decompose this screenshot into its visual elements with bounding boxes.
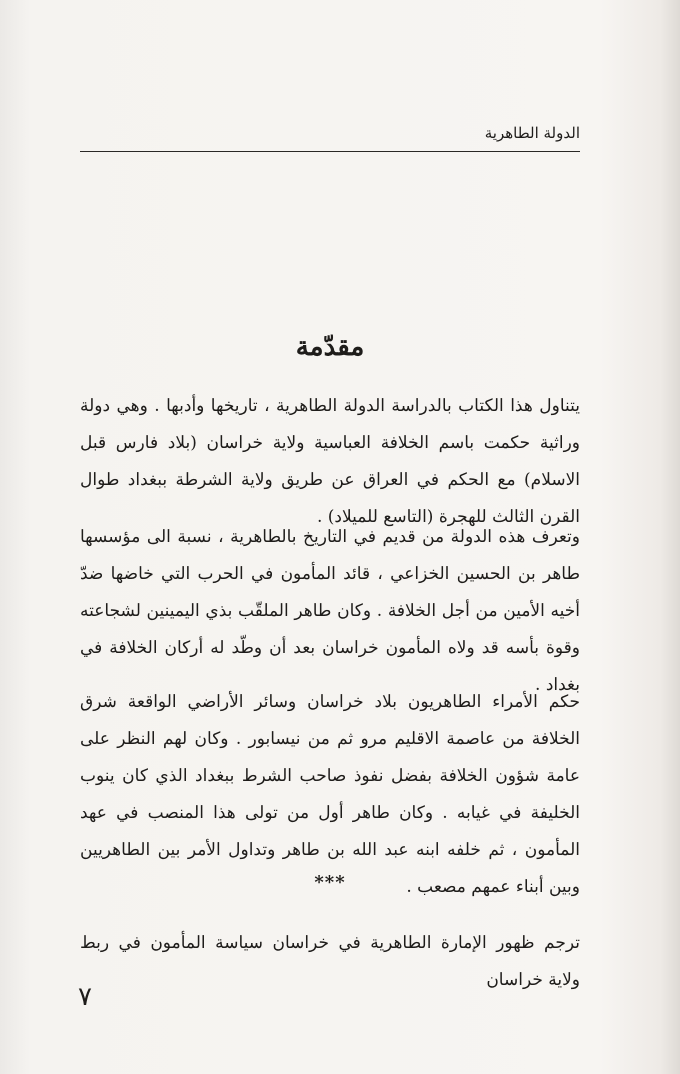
paragraph-4 xyxy=(80,925,580,999)
paragraph-1-text: يتناول هذا الكتاب بالدراسة الدولة الطاهرية ، تاريخها وأدبها . وهي دولة وراثية حكمت باسم الخلافة العباسية ولاية خراسان (بلاد فارس قبل الاسلام) مع الحكم في العراق عن طريق ولاية الشرطة ببغداد طوال القرن الثالث للهجرة (التاسع للميلاد) . xyxy=(80,396,580,527)
chapter-title: مقدّمة xyxy=(295,332,365,362)
page-number: ٧ xyxy=(78,982,92,1012)
paragraph-3-text: حكم الأمراء الطاهريون بلاد خراسان وسائر الأراضي الواقعة شرق الخلافة من عاصمة الاقليم مرو ثم من نيسابور . وكان لهم النظر على عامة شؤون الخلافة بفضل نفوذ صاحب الشرط ببغداد الذي كان ينوب الخليفة في غيابه . وكان طاهر أول من تولى هذا المنصب في عهد المأمون ، ثم خلفه ابنه عبد الله بن طاهر وتداول الأمر بين الطاهريين وبين أبناء عمهم مصعب . xyxy=(80,692,580,897)
running-header-title: الدولة الطاهرية xyxy=(484,124,580,142)
paragraph-2-text: وتعرف هذه الدولة من قديم في التاريخ بالطاهرية ، نسبة الى مؤسسها طاهر بن الحسين الخزاعي ، قائد المأمون في الحرب التي خاضها ضدّ أخيه الأمين من أجل الخلافة . وكان طاهر الملقّب بذي اليمينين لشجاعته وقوة بأسه قد ولاه المأمون خراسان بعد أن وطّد له أركان الخلافة في بغداد . xyxy=(80,527,580,695)
section-separator: *** xyxy=(314,872,346,893)
paragraph-2 xyxy=(80,519,580,704)
paragraph-1 xyxy=(80,388,580,536)
header-rule xyxy=(80,151,580,152)
paragraph-4-text: ترجم ظهور الإمارة الطاهرية في خراسان سياسة المأمون في ربط ولاية خراسان xyxy=(80,933,580,990)
